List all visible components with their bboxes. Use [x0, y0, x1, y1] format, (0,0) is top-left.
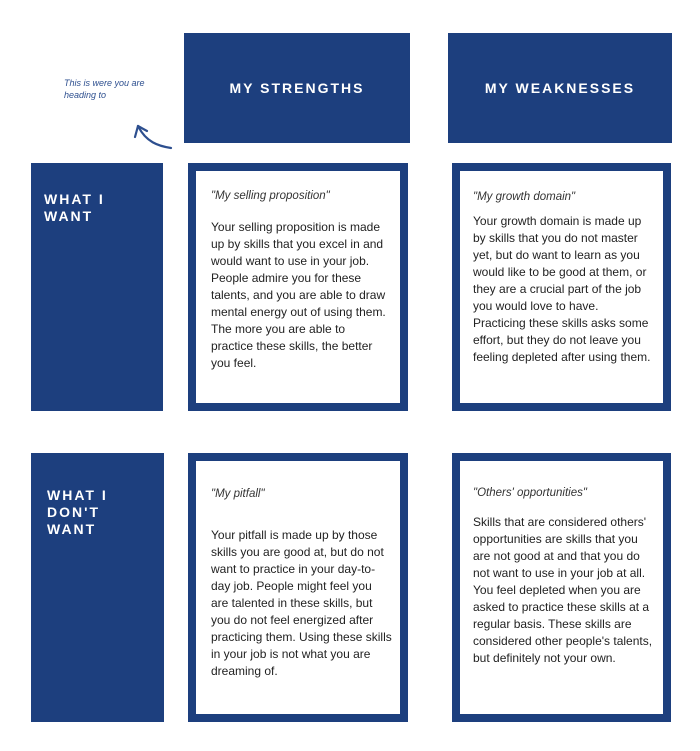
card-selling-proposition: [188, 163, 408, 411]
card-others-opportunities: [452, 453, 671, 722]
card-pitfall-title: "My pitfall": [211, 488, 265, 500]
card-others-title: "Others' opportunities": [473, 487, 587, 499]
row-want-label: WHAT I WANT: [44, 191, 105, 224]
header-my-weaknesses: [448, 33, 672, 143]
row-dont-want-label: WHAT I DON'T WANT: [47, 487, 108, 537]
curved-arrow-up-left-icon: [128, 112, 174, 152]
card-pitfall-body: Your pitfall is made up by those skills you are good at, but do not want to practice in your day-to-day job. People might feel you are talented in these skills, but you do not feel energized after practicing them. Using these skills in your job is not what you are dreaming of.: [211, 528, 392, 678]
card-selling-title: "My selling proposition": [211, 190, 330, 202]
card-selling-body: Your selling proposition is made up by skills that you excel in and would want to use in your job. People admire you for these talents, and you are able to draw mental energy out of using them. The more you are able to practice these skills, the better you feel.: [211, 220, 386, 370]
card-others-body: Skills that are considered others' opportunities are skills that you are not good at and that you do not want to use in your job at all. You feel depleted when you are asked to practice these skills at a regular basis. These skills are considered other people's talents, but definitely not your own.: [473, 515, 653, 665]
card-growth-title: "My growth domain": [473, 191, 576, 203]
header-my-strengths: [184, 33, 410, 143]
card-growth-domain: [452, 163, 671, 411]
row-what-i-dont-want: [31, 453, 164, 722]
row-what-i-want: [31, 163, 163, 411]
card-growth-body: Your growth domain is made up by skills that you do not master yet, but do want to learn as you would like to be good at them, or they are a crucial part of the job you would love to have. Practicing these skills asks some effort, but they do not leave you feeling depleted after using them.: [473, 214, 651, 364]
header-strengths-label: MY STRENGTHS: [229, 79, 365, 96]
hint-text: This is were you are heading to: [64, 78, 145, 100]
header-weaknesses-label: MY WEAKNESSES: [484, 79, 636, 96]
card-pitfall: [188, 453, 408, 722]
